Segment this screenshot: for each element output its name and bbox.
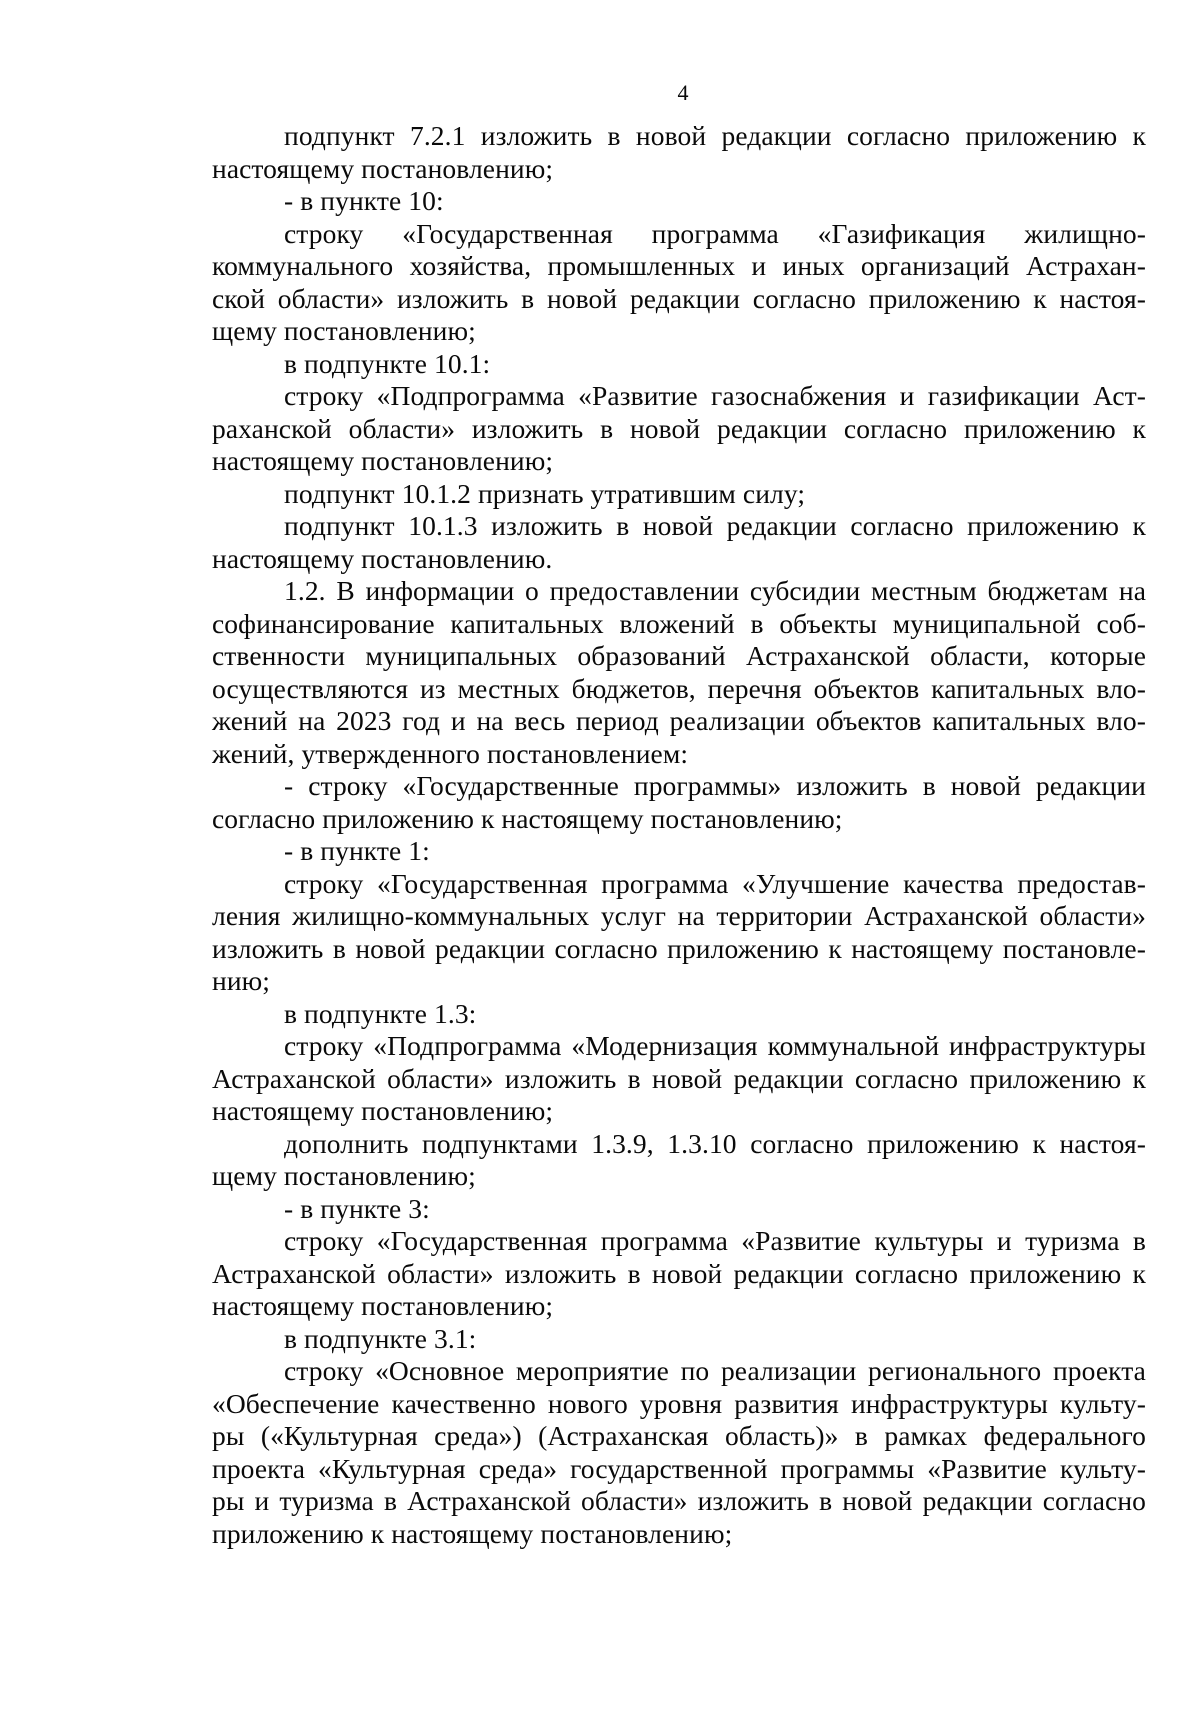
text-line: строку «Государственная программа «Улучшение качества предостав- (284, 867, 1146, 899)
text-line: - в пункте 1: (284, 835, 430, 866)
text-line: ской области» изложить в новой редакции согласно приложению к настоя- (212, 282, 1146, 314)
text-line: Астраханской области» изложить в новой редакции согласно приложению к (212, 1257, 1146, 1289)
text-line: софинансирование капитальных вложений в объекты муниципальной соб- (212, 607, 1146, 639)
text-line: подпункт 10.1.3 изложить в новой редакции согласно приложению к (284, 510, 1146, 541)
text-line: строку «Государственная программа «Развитие культуры и туризма в (284, 1225, 1146, 1256)
text-line: настоящему постановлению; (212, 445, 554, 476)
text-line: приложению к настоящему постановлению; (212, 1517, 733, 1549)
text-line: подпункт 10.1.2 признать утратившим силу; (284, 477, 806, 509)
text-line: строку «Подпрограмма «Развитие газоснабжения и газификации Аст- (284, 380, 1146, 411)
text-line: ления жилищно-коммунальных услуг на территории Астраханской области» (212, 900, 1146, 931)
text-line: щему постановлению; (212, 1160, 476, 1191)
text-line: - в пункте 3: (284, 1192, 430, 1224)
text-line: настоящему постановлению. (212, 542, 553, 574)
text-line: жений, утвержденного постановлением: (212, 737, 689, 769)
text-line: настоящему постановлению; (212, 1290, 554, 1321)
text-line: - строку «Государственные программы» изложить в новой редакции (284, 770, 1146, 801)
text-line: строку «Государственная программа «Газификация жилищно- (284, 217, 1146, 249)
text-line: в подпункте 3.1: (284, 1322, 477, 1354)
text-line: ры и туризма в Астраханской области» изложить в новой редакции согласно (212, 1485, 1146, 1516)
text-line: щему постановлению; (212, 315, 476, 346)
text-line: строку «Основное мероприятие по реализации регионального проекта (284, 1355, 1146, 1386)
text-line: раханской области» изложить в новой редакции согласно приложению к (212, 412, 1146, 444)
text-line: коммунального хозяйства, промышленных и иных организаций Астрахан- (212, 250, 1146, 281)
text-line: проекта «Культурная среда» государственной программы «Развитие культу- (212, 1452, 1146, 1484)
text-line: дополнить подпунктами 1.3.9, 1.3.10 согласно приложению к настоя- (284, 1127, 1146, 1159)
text-line: ры («Культурная среда») (Астраханская область)» в рамках федерального (212, 1420, 1146, 1451)
text-line: осуществляются из местных бюджетов, перечня объектов капитальных вло- (212, 672, 1146, 704)
text-line: нию; (212, 965, 271, 996)
text-line: настоящему постановлению; (212, 1095, 554, 1126)
text-line: подпункт 7.2.1 изложить в новой редакции согласно приложению к (284, 120, 1146, 151)
text-line: «Обеспечение качественно нового уровня развития инфраструктуры культу- (212, 1387, 1146, 1419)
page-number: 4 (677, 80, 689, 105)
text-line: ственности муниципальных образований Астраханской области, которые (212, 640, 1146, 671)
text-line: изложить в новой редакции согласно приложению к настоящему постановле- (212, 932, 1146, 964)
text-line: жений на 2023 год и на весь период реализации объектов капитальных вло- (212, 705, 1146, 736)
text-line: согласно приложению к настоящему постановлению; (212, 802, 843, 834)
text-line: в подпункте 1.3: (284, 997, 477, 1029)
text-line: Астраханской области» изложить в новой редакции согласно приложению к (212, 1062, 1146, 1094)
text-line: настоящему постановлению; (212, 152, 554, 184)
text-line: в подпункте 10.1: (284, 347, 491, 379)
text-line: 1.2. В информации о предоставлении субсидии местным бюджетам на (284, 575, 1146, 606)
document-body (212, 120, 1146, 1550)
text-line: строку «Подпрограмма «Модернизация коммунальной инфраструктуры (284, 1030, 1146, 1061)
text-line: - в пункте 10: (284, 185, 444, 216)
